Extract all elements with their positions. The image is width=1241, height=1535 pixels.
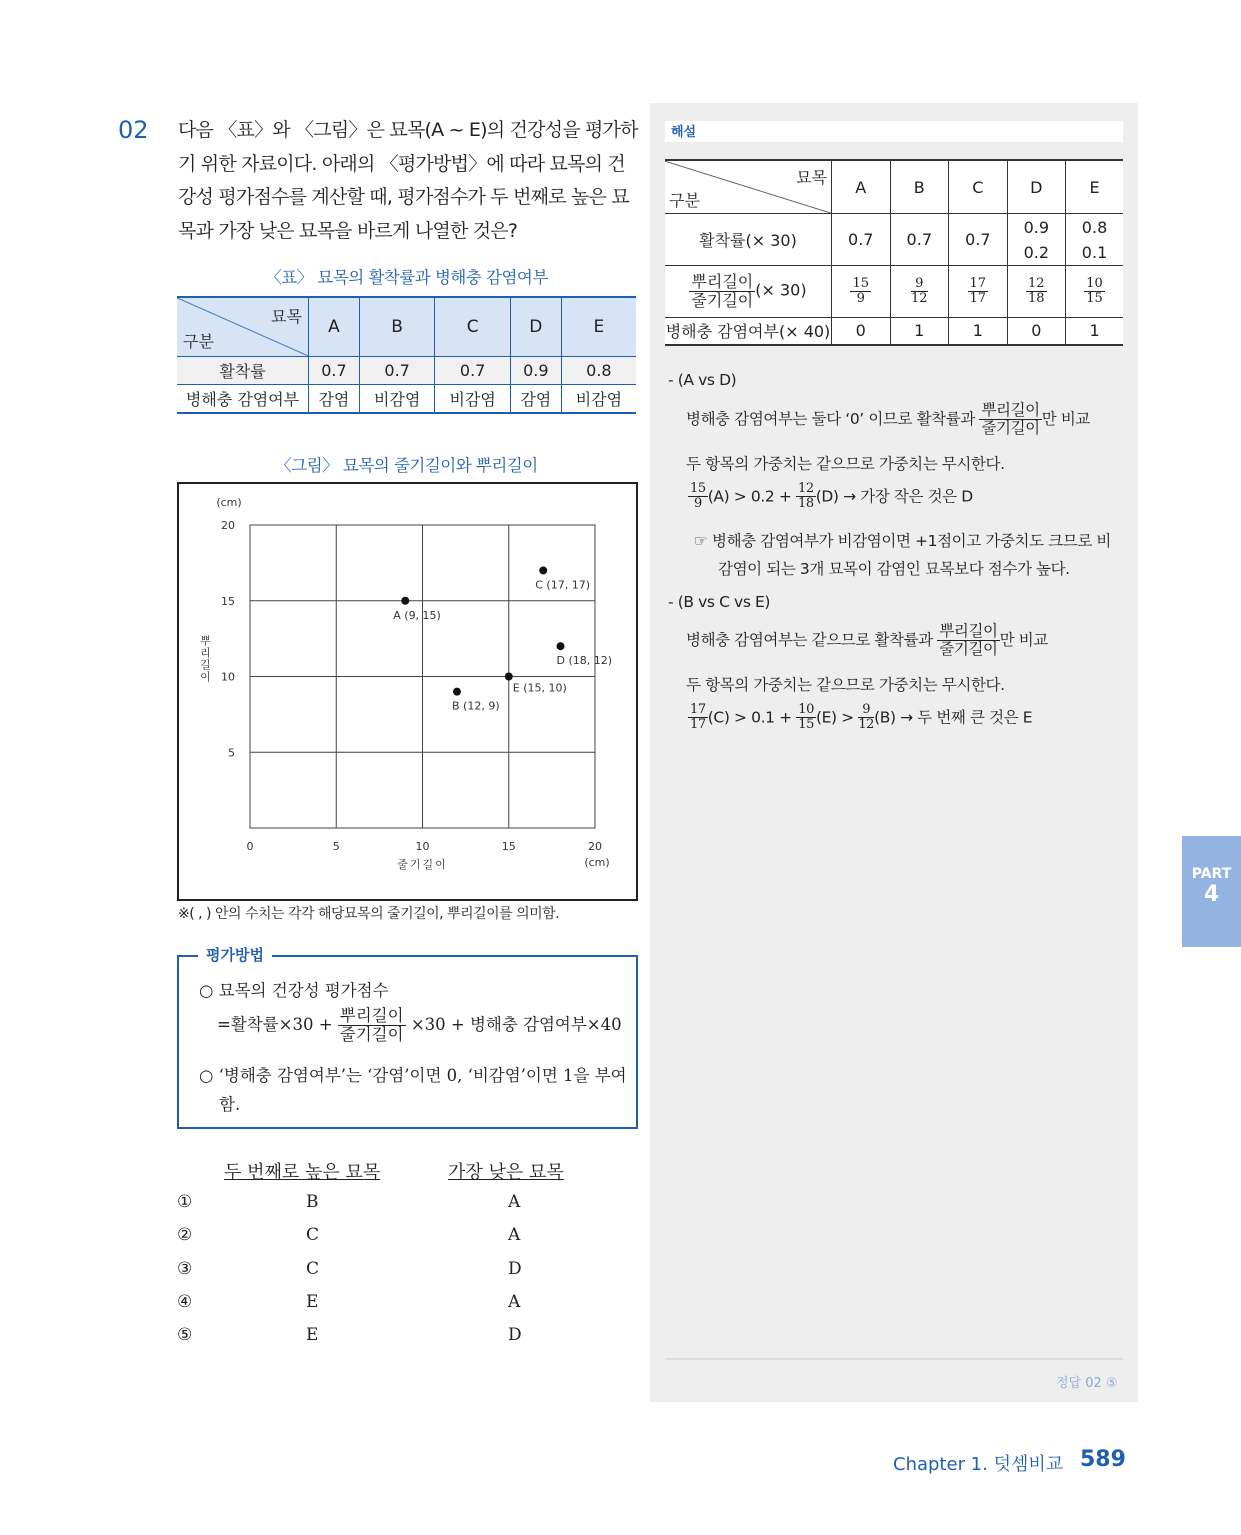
corner-cell <box>177 297 309 357</box>
corner-bottom: 구분 <box>183 332 214 351</box>
denominator: 줄기길이 <box>339 1025 404 1045</box>
cell: 0.7 <box>359 357 435 385</box>
method-item-1: ○ 묘목의 건강성 평가점수 <box>199 981 389 1000</box>
x-tick-label: 15 <box>501 840 516 853</box>
row-label: 활착률(× 30) <box>665 214 832 266</box>
part-tab <box>1182 836 1241 947</box>
denominator: 17 <box>690 717 706 733</box>
cell: 1 <box>1066 318 1123 345</box>
explanation-note: 감염이 되는 3개 묘목이 감염인 묘목보다 점수가 높다. <box>718 560 1070 578</box>
solution-header-label: 해설 <box>671 125 697 140</box>
cell: 1 <box>890 318 949 345</box>
answer-col1-header: 두 번째로 높은 묘목 <box>224 1162 381 1183</box>
cell <box>949 214 1008 266</box>
corner-bottom: 구분 <box>669 191 700 210</box>
formula-part: =활착률×30 + <box>217 1015 333 1035</box>
text: (E) > <box>815 708 854 727</box>
part-number: 4 <box>1203 882 1220 907</box>
point-label: D (18, 12) <box>556 654 613 668</box>
cell: 0.7 <box>309 357 360 385</box>
row-label: 활착률 <box>177 357 309 385</box>
option-lowest: A <box>508 1225 521 1246</box>
numerator: 17 <box>690 702 706 717</box>
option-second-highest: B <box>306 1192 319 1212</box>
option-5[interactable] <box>177 1325 192 1345</box>
fraction <box>858 703 874 733</box>
y-unit: (cm) <box>216 496 242 509</box>
answer-key: 정답 02 ⑤ <box>1056 1376 1118 1391</box>
seedling-table <box>177 296 636 414</box>
x-tick-label: 0 <box>246 840 254 853</box>
data-point <box>401 597 409 605</box>
data-point <box>557 642 565 650</box>
option-number: ⑤ <box>177 1325 193 1346</box>
row-label: 병해충 감염여부(× 40) <box>665 318 832 345</box>
cell <box>890 266 949 318</box>
option-second-highest: C <box>306 1225 320 1246</box>
explanation-line: 두 항목의 가중치는 같으므로 가중치는 무시한다. <box>686 676 1005 694</box>
option-number: ④ <box>177 1291 193 1312</box>
chart-svg <box>179 484 636 899</box>
denominator: 줄기길이 <box>691 291 754 310</box>
col-header: B <box>890 160 949 214</box>
text: 만 비교 <box>999 631 1048 650</box>
cell <box>1066 214 1123 266</box>
explanation-line: 두 항목의 가중치는 같으므로 가중치는 무시한다. <box>686 455 1005 473</box>
scatter-chart <box>177 482 638 901</box>
text: (A) > 0.2 + <box>707 487 792 506</box>
option-lowest: D <box>508 1325 522 1346</box>
numerator: 10 <box>1086 275 1103 291</box>
numerator: 뿌리길이 <box>981 401 1040 419</box>
explanation-line <box>686 402 1090 437</box>
y-tick-label: 15 <box>221 594 235 608</box>
fraction <box>688 482 708 512</box>
text: (C) > 0.1 + <box>707 708 792 727</box>
text: 병해충 감염여부는 둘다 ‘0’ 이므로 활착률과 <box>686 410 975 429</box>
numerator: 15 <box>852 275 870 291</box>
denominator: 18 <box>798 496 814 512</box>
corner-top: 묘목 <box>271 307 302 326</box>
row-fraction <box>689 273 755 309</box>
explanation-note: ☞ 병해충 감염여부가 비감염이면 +1점이고 가중치도 크므로 비 <box>694 532 1111 550</box>
method-formula <box>217 1007 622 1044</box>
point-label: E (15, 10) <box>512 681 567 695</box>
y-axis-label: 뿌리길이 <box>198 635 212 683</box>
option-1[interactable] <box>177 1192 192 1212</box>
numerator: 10 <box>798 702 814 717</box>
cell: 0.9 <box>510 357 561 385</box>
denominator: 17 <box>969 291 987 306</box>
cell: 비감염 <box>435 385 511 414</box>
value: 0.7 <box>965 230 991 249</box>
numerator: 9 <box>858 703 874 718</box>
table-row <box>177 385 636 414</box>
col-header: D <box>1007 160 1066 214</box>
fraction <box>1026 277 1047 307</box>
row-label <box>665 266 832 318</box>
question-text: 다음 〈표〉와 〈그림〉은 묘목(A ~ E)의 건강성을 평가하기 위한 자료이다. 아래의 〈평가방법〉에 따라 묘목의 건강성 평가점수를 계산할 때, 평가점수가 두 번째로 높은 묘목과 가장 낮은 묘목을 바르게 나열한 것은? <box>178 119 638 242</box>
inequality-2 <box>688 703 1032 733</box>
point-label: A (9, 15) <box>393 608 441 622</box>
explanation-line <box>686 623 1048 658</box>
question-number: 02 <box>118 116 149 144</box>
cell: 0 <box>1007 318 1066 345</box>
x-tick-label: 5 <box>332 840 340 853</box>
option-2[interactable] <box>177 1225 192 1245</box>
numerator: 12 <box>798 481 814 496</box>
cell: 비감염 <box>359 385 435 414</box>
denominator: 18 <box>1028 291 1045 306</box>
point-label: B (12, 9) <box>452 699 500 713</box>
value: 0.1 <box>1081 242 1108 262</box>
inequality-1 <box>688 482 973 512</box>
page-number: 589 <box>1080 1447 1126 1472</box>
y-tick-label: 10 <box>221 670 235 684</box>
fraction <box>968 277 989 307</box>
method-title: 평가방법 <box>198 944 272 965</box>
table-row <box>665 214 1123 266</box>
cell: 비감염 <box>561 385 636 414</box>
x-axis-label: 줄기길이 <box>397 858 448 871</box>
value: 0.2 <box>1023 242 1050 262</box>
denominator: 줄기길이 <box>981 419 1040 438</box>
section-b-c-e: - (B vs C vs E) <box>668 593 771 611</box>
option-lowest: D <box>508 1258 522 1279</box>
text: 만 비교 <box>1041 410 1090 429</box>
divider <box>665 1358 1123 1360</box>
fraction <box>688 703 708 733</box>
cell <box>832 266 891 318</box>
col-header: E <box>561 297 636 357</box>
col-header: C <box>949 160 1008 214</box>
value: 0.7 <box>906 230 932 249</box>
option-number: ③ <box>177 1258 193 1279</box>
part-label: PART <box>1191 866 1232 882</box>
denominator: 12 <box>911 291 928 306</box>
numerator: 15 <box>690 481 706 496</box>
text: 병해충 감염여부는 같으므로 활착률과 <box>686 631 933 650</box>
denominator: 15 <box>798 717 814 733</box>
col-header: D <box>510 297 561 357</box>
row-label: 병해충 감염여부 <box>177 385 309 414</box>
value: 0.8 <box>1081 217 1108 237</box>
option-lowest: A <box>508 1192 521 1212</box>
y-tick-label: 5 <box>228 746 235 760</box>
numerator: 12 <box>1028 275 1045 291</box>
text: (D) → 가장 작은 것은 D <box>815 487 973 506</box>
point-label: C (17, 17) <box>535 578 590 592</box>
cell <box>1007 214 1066 266</box>
cell: 0.8 <box>561 357 636 385</box>
corner-top: 묘목 <box>796 168 827 187</box>
cell: 감염 <box>309 385 360 414</box>
cell: 1 <box>949 318 1008 345</box>
data-point <box>453 688 461 696</box>
denominator: 12 <box>858 717 875 733</box>
col-header: C <box>435 297 511 357</box>
numerator: 뿌리길이 <box>339 1006 404 1025</box>
option-lowest: A <box>508 1291 521 1312</box>
fraction <box>796 703 816 733</box>
value: 0.7 <box>848 230 874 249</box>
x-tick-label: 10 <box>415 840 430 853</box>
col-header: A <box>832 160 891 214</box>
option-number: ① <box>177 1192 193 1212</box>
col-header: B <box>359 297 435 357</box>
cell <box>949 266 1008 318</box>
solution-header <box>665 121 1123 142</box>
option-second-highest: C <box>306 1258 320 1279</box>
fraction <box>796 482 816 512</box>
numerator: 17 <box>969 275 987 291</box>
corner-cell <box>665 160 832 214</box>
option-3[interactable] <box>177 1259 192 1279</box>
option-number: ② <box>177 1225 193 1246</box>
fraction <box>911 277 928 307</box>
cell <box>832 214 891 266</box>
cell: 감염 <box>510 385 561 414</box>
method-box <box>177 955 638 1129</box>
y-tick-label: 20 <box>221 519 235 532</box>
formula-fraction <box>338 1007 406 1044</box>
numerator: 9 <box>911 277 928 292</box>
fraction <box>937 623 999 658</box>
answer-col2-header: 가장 낮은 묘목 <box>448 1162 564 1183</box>
text: (B) → 두 번째 큰 것은 E <box>874 708 1033 727</box>
fraction <box>979 402 1041 437</box>
option-second-highest: E <box>306 1291 319 1312</box>
formula-part: ×30 + 병해충 감염여부×40 <box>410 1015 622 1035</box>
option-second-highest: E <box>306 1325 319 1346</box>
denominator: 15 <box>1086 291 1103 306</box>
col-header: E <box>1066 160 1123 214</box>
section-a-vs-d: - (A vs D) <box>668 371 737 389</box>
numerator: 뿌리길이 <box>939 622 998 640</box>
x-unit: (cm) <box>584 856 610 869</box>
denominator: 9 <box>856 291 865 306</box>
cell <box>1066 266 1123 318</box>
method-item-2: ○ ‘병해충 감염여부’는 ‘감염’이면 0, ‘비감염’이면 1을 부여함. <box>199 1066 627 1114</box>
chapter-label: Chapter 1. 덧셈비교 <box>893 1454 1064 1475</box>
table-caption: 〈표〉 묘목의 활착률과 병해충 감염여부 <box>265 268 548 287</box>
x-tick-label: 20 <box>588 840 602 853</box>
cell: 0 <box>832 318 891 345</box>
col-header: A <box>309 297 360 357</box>
denominator: 줄기길이 <box>939 640 998 659</box>
table-row <box>177 357 636 385</box>
cell <box>890 214 949 266</box>
data-point <box>539 566 547 574</box>
fraction <box>1084 277 1105 307</box>
cell: 0.7 <box>435 357 511 385</box>
solution-table <box>665 159 1123 346</box>
denominator: 9 <box>693 496 702 512</box>
row-suffix: (× 30) <box>755 281 807 300</box>
chart-note: ※( , ) 안의 수치는 각각 해당묘목의 줄기길이, 뿌리길이를 의미함. <box>178 906 560 922</box>
table-row <box>665 266 1123 318</box>
data-point <box>505 673 513 681</box>
fraction <box>850 277 871 307</box>
chart-title: 〈그림〉 묘목의 줄기길이와 뿌리길이 <box>275 456 538 475</box>
numerator: 뿌리길이 <box>691 272 754 292</box>
table-row <box>665 318 1123 345</box>
option-4[interactable] <box>177 1292 192 1312</box>
cell <box>1007 266 1066 318</box>
value: 0.9 <box>1023 217 1050 237</box>
